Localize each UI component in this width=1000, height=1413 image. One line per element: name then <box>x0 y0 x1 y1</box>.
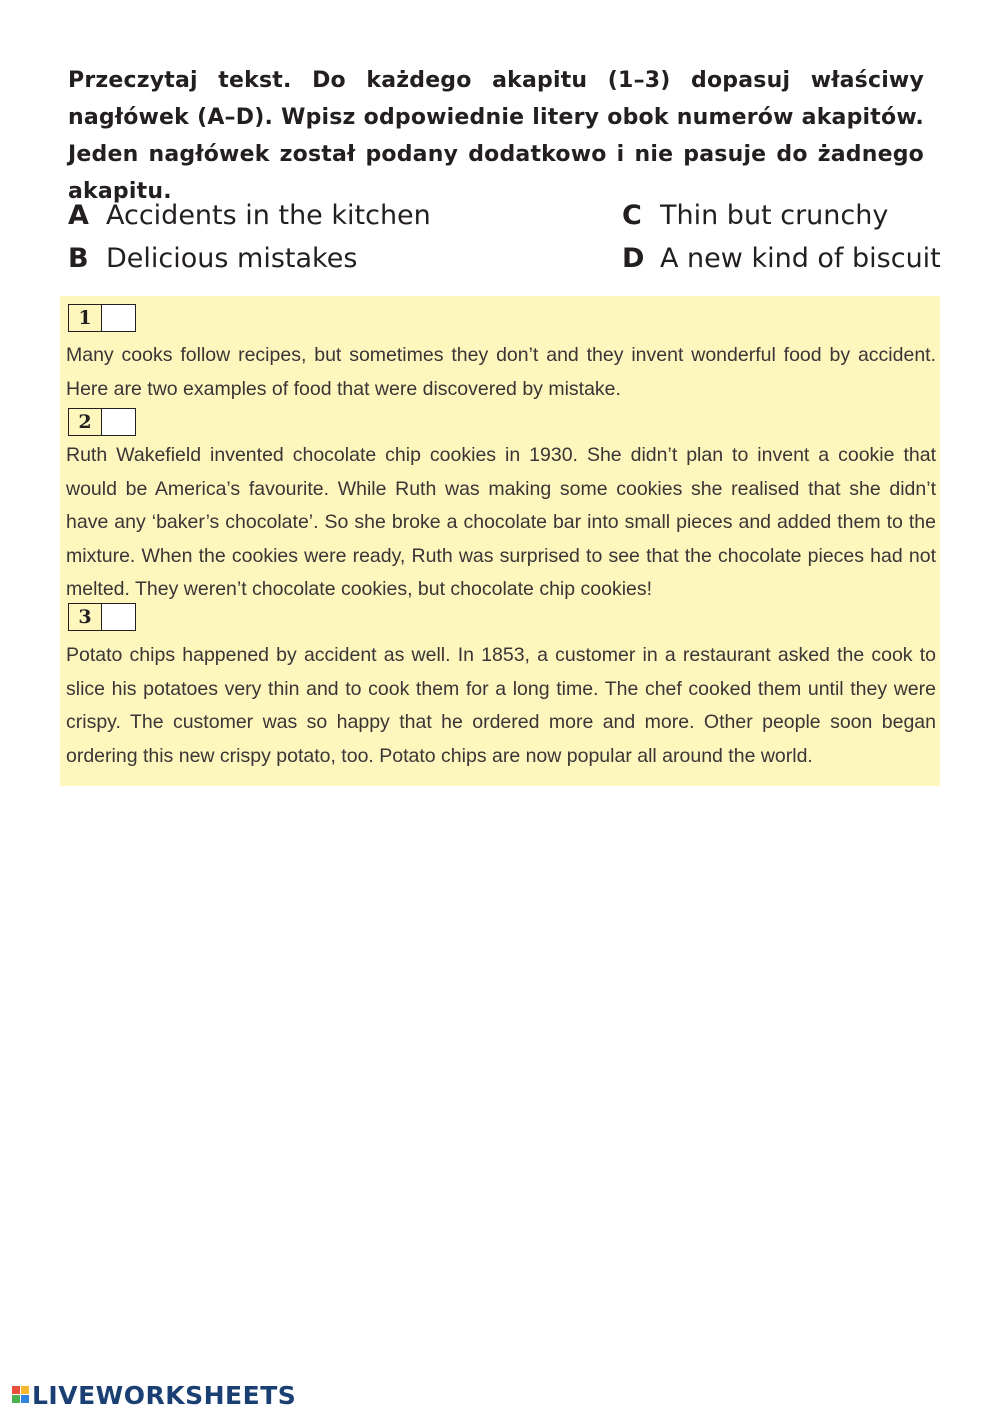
instructions: Przeczytaj tekst. Do każdego akapitu (1–3) dopasuj właściwy nagłówek (A–D). Wpisz odpowiednie litery obok numerów akapitów. Jeden nagłówek został podany dodatkowo i nie pasuje do żadnego akapitu. <box>68 68 924 204</box>
heading-letter: D <box>622 243 645 274</box>
heading-d <box>622 239 941 279</box>
answer-field-2[interactable] <box>102 409 135 435</box>
paragraph-number: 2 <box>69 409 102 435</box>
heading-letter: B <box>68 243 89 274</box>
paragraph-number: 3 <box>69 604 102 630</box>
heading-c <box>622 196 888 236</box>
liveworksheets-logo-icon <box>12 1386 30 1404</box>
heading-text: Accidents in the kitchen <box>106 200 431 231</box>
paragraph-2-answer-box <box>68 408 136 436</box>
heading-text: Thin but crunchy <box>660 200 889 231</box>
paragraph-3-text: Potato chips happened by accident as well. In 1853, a customer in a restaurant asked the cook to slice his potatoes very thin and to cook them for a long time. The chef cooked them until they were crispy. The customer was so happy that he ordered more and more. Other people soon began ordering this new crispy potato, too. Potato chips are now popular all around the world. <box>66 644 936 767</box>
heading-letter: C <box>622 200 642 231</box>
answer-field-3[interactable] <box>102 604 135 630</box>
heading-letter: A <box>68 200 89 231</box>
footer-logo[interactable] <box>12 1380 296 1410</box>
heading-text: Delicious mistakes <box>106 243 358 274</box>
paragraph-1-answer-box <box>68 304 136 332</box>
reading-passage <box>60 296 940 786</box>
paragraph-number: 1 <box>69 305 102 331</box>
heading-a <box>68 196 431 236</box>
heading-b <box>68 239 357 279</box>
brand-name: LIVEWORKSHEETS <box>32 1380 297 1410</box>
paragraph-1-text: Many cooks follow recipes, but sometimes they don’t and they invent wonderful food by accident. Here are two examples of food that were discovered by mistake. <box>66 344 936 400</box>
paragraph-2-text: Ruth Wakefield invented chocolate chip cookies in 1930. She didn’t plan to invent a cookie that would be America’s favourite. While Ruth was making some cookies she realised that she didn’t have any ‘baker’s chocolate’. So she broke a chocolate bar into small pieces and added them to the mixture. When the cookies were ready, Ruth was surprised to see that the chocolate pieces had not melted. They weren’t chocolate cookies, but chocolate chip cookies! <box>66 444 936 600</box>
answer-field-1[interactable] <box>102 305 135 331</box>
headings-list <box>68 196 948 286</box>
paragraph-3-answer-box <box>68 603 136 631</box>
heading-text: A new kind of biscuit <box>660 243 941 274</box>
